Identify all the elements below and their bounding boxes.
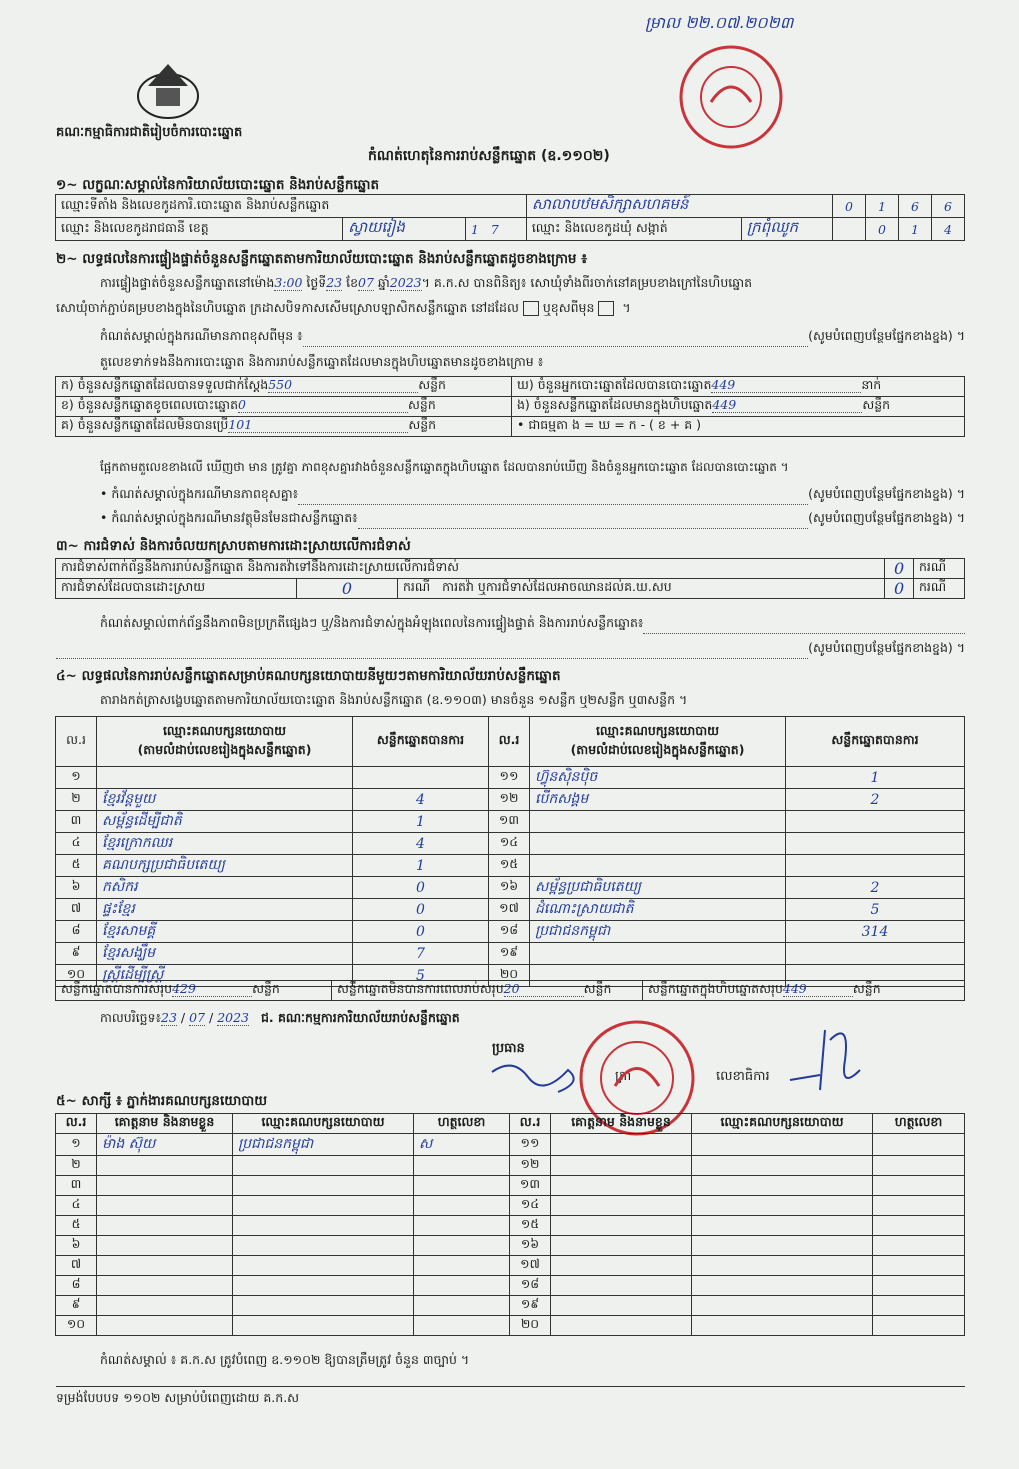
table-row (56, 855, 965, 877)
table-row (56, 789, 965, 811)
party-votes: 1 (786, 767, 965, 789)
witness-party (233, 1156, 414, 1176)
col-no: ល.រ (489, 717, 530, 767)
party-votes: 0 (353, 877, 489, 899)
witness-name (97, 1236, 233, 1256)
party-votes: 0 (353, 899, 489, 921)
table-row (56, 1196, 965, 1216)
objections-label: ការជំទាស់ពាក់ព័ន្ធនឹងការរាប់សន្លឹកឆ្នោត និងការតវ៉ាទៅនឹងការដោះស្រាយលើការជំទាស់ (56, 559, 885, 579)
row-number: ៣ (56, 1176, 97, 1196)
row-number: ៨ (56, 1276, 97, 1296)
row-number: ១៤ (510, 1196, 551, 1216)
table-row (56, 921, 965, 943)
footer-divider (56, 1386, 965, 1387)
province-label: ឈ្មោះ និងលេខកូដរាជធានី ខេត្ត (56, 218, 343, 241)
date-day: 23 (161, 1010, 177, 1025)
witness-name (551, 1236, 692, 1256)
witness-name (551, 1256, 692, 1276)
row-number: ១៩ (489, 943, 530, 965)
witness-name (97, 1316, 233, 1336)
witness-signature (873, 1196, 965, 1216)
province-value: ស្វាយរៀង (343, 218, 466, 241)
row-number: ៩ (56, 943, 97, 965)
witness-party (692, 1156, 873, 1176)
section1-title: ១~ លក្ខណៈសម្គាល់នៃការិយាល័យបោះឆ្នោត និងរាប់សន្លឹកឆ្នោត (56, 177, 380, 193)
section5-title: ៥~ សាក្សី ៖ ភ្នាក់ងារគណបក្សនយោបាយ (56, 1093, 268, 1109)
witness-signature (873, 1156, 965, 1176)
party-votes: 314 (786, 921, 965, 943)
witness-signature (414, 1276, 510, 1296)
totals-table: សន្លឹកឆ្នោតបានការសរុប429 សន្លឹក សន្លឹកឆ្នោតមិនបានការពេលរាប់សរុប20 សន្លឹក សន្លឹកឆ្នោតក្នុងហិបឆ្នោតសរុប449 សន្លឹក (55, 980, 965, 1001)
witness-signature (873, 1316, 965, 1336)
party-name: គណបក្សប្រជាធិបតេយ្យ (97, 855, 353, 877)
row-number: ៨ (56, 921, 97, 943)
witness-name (97, 1176, 233, 1196)
witness-name (97, 1276, 233, 1296)
figures-lead: តួលេខទាក់ទងនឹងការបោះឆ្នោត និងការរាប់សន្លឹកឆ្នោតដែលមានក្នុងហិបឆ្នោតមានដូចខាងក្រោម ៖ (100, 354, 544, 369)
row-number: ១៥ (489, 855, 530, 877)
station-code-digit: 6 (899, 195, 932, 218)
witness-name (97, 1196, 233, 1216)
row-number: ១១ (510, 1134, 551, 1156)
col-no: ល.រ (56, 1114, 97, 1134)
row-number: ២ (56, 789, 97, 811)
witness-party (692, 1176, 873, 1196)
witness-party (233, 1276, 414, 1296)
row-number: ៦ (56, 877, 97, 899)
table-row (56, 1276, 965, 1296)
objections-count: 0 (885, 559, 914, 579)
commune-value: ក្រពុំឈូក (741, 218, 832, 241)
witness-signature (873, 1296, 965, 1316)
verification-line-2: សោឃុំចាក់ភ្ជាប់គម្របខាងក្នុងនៃហិបឆ្នោត ក្រដាសបិទកាសសើមស្រោបឡាសិកសន្លឹកឆ្នោត នៅដដែល ឬខុសពីមុន ។ (56, 300, 631, 315)
station-code-digit: 6 (932, 195, 965, 218)
table-row (56, 1316, 965, 1336)
verify-day: 23 (326, 275, 343, 290)
witness-signature (873, 1256, 965, 1276)
station-value: សាលាបឋមសិក្សាសហគមន៍ (526, 195, 832, 218)
party-name (530, 855, 786, 877)
col-name: គោត្តនាម និងនាមខ្លួន (551, 1114, 692, 1134)
province-code: 1 7 (465, 218, 526, 241)
section3-title: ៣~ ការជំទាស់ និងការចំលយកស្រាបតាមការដោះស្រាយលើការជំទាស់ (56, 538, 411, 554)
witness-signature (414, 1176, 510, 1196)
row-number: ៥ (56, 855, 97, 877)
witness-party (692, 1216, 873, 1236)
witness-signature (873, 1134, 965, 1156)
row-number: ៤ (56, 833, 97, 855)
witness-signature (414, 1216, 510, 1236)
witness-signature (873, 1236, 965, 1256)
col-no: ល.រ (56, 717, 97, 767)
bullet-difference: • កំណត់សម្គាល់ក្នុងករណីមានភាពខុសគ្នា៖ (សូមបំពេញបន្ថែមផ្នែកខាងខ្នង) ។ (100, 486, 965, 505)
party-name (530, 943, 786, 965)
national-emblem-icon (128, 56, 208, 122)
witness-party (233, 1196, 414, 1216)
table-row (56, 1296, 965, 1316)
party-votes: 5 (353, 965, 489, 987)
total-in-box: 449 (783, 981, 853, 997)
row-number: ១៨ (510, 1276, 551, 1296)
party-name (530, 811, 786, 833)
witness-name (97, 1296, 233, 1316)
figures-table (55, 376, 965, 437)
witness-party (692, 1296, 873, 1316)
results-table (55, 716, 965, 987)
party-votes: 4 (353, 833, 489, 855)
party-name (530, 833, 786, 855)
table-row (56, 1134, 965, 1156)
date-year: 2023 (217, 1010, 250, 1025)
row-number: ១២ (489, 789, 530, 811)
row-number: ២០ (489, 965, 530, 987)
party-name: សម្ព័ន្ធប្រជាធិបតេយ្យ (530, 877, 786, 899)
witness-signature (873, 1276, 965, 1296)
witness-name (97, 1256, 233, 1276)
party-votes: 2 (786, 877, 965, 899)
col-party: ឈ្មោះគណបក្សនយោបាយ (233, 1114, 414, 1134)
witness-party (233, 1296, 414, 1316)
station-label: ឈ្មោះទីតាំង និងលេខកូដការិ.បោះឆ្នោត និងរាប់សន្លឹកឆ្នោត (56, 195, 527, 218)
row-number: ១ (56, 1134, 97, 1156)
official-stamp-icon (676, 42, 786, 152)
date-line: កាលបរិច្ឆេទ៖23 / 07 / 2023 ជ. គណៈកម្មការការិយាល័យរាប់សន្លឹកឆ្នោត (100, 1010, 460, 1025)
witness-name (551, 1316, 692, 1336)
party-votes: 7 (353, 943, 489, 965)
summary-sheet-line: តារាងកត់ត្រាសង្ខេបឆ្នោតតាមការិយាល័យបោះឆ្នោត និងរាប់សន្លឹកឆ្នោត (ឧ.១១០៣) មានចំនួន ១សន្លឹក ឬ២សន្លឹក ឬ៣សន្លឹក ។ (100, 692, 688, 707)
col-votes: សន្លឹកឆ្នោតបានការ (786, 717, 965, 767)
figures-row-1: ខ) ចំនួនសន្លឹកឆ្នោតខូចពេលបោះឆ្នោត0 សន្លឹក ង) ចំនួនសន្លឹកឆ្នោតដែលមានក្នុងហិបឆ្នោត449 សន្លឹក (56, 397, 965, 417)
party-votes: 1 (353, 855, 489, 877)
party-votes (786, 811, 965, 833)
unused-ballots: 101 (228, 417, 408, 433)
table-row (56, 1236, 965, 1256)
row-number: ៩ (56, 1296, 97, 1316)
witness-party (692, 1316, 873, 1336)
row-number: ៧ (56, 1256, 97, 1276)
verification-line: ការផ្ទៀងផ្ទាត់ចំនួនសន្លឹកឆ្នោតនៅម៉ោង3:00 ថ្ងៃទី23 ខែ07 ឆ្នាំ2023។ គ.ក.ស បានពិនិត្យ៖ សោឃុំទាំងពីរចាក់នៅគម្របខាងក្រៅនៃហិបឆ្នោត (100, 275, 753, 290)
party-name: ហ៊្វុនស៊ិនប៉ិច (530, 767, 786, 789)
commune-code-digit: 4 (932, 218, 965, 241)
party-votes: 0 (353, 921, 489, 943)
party-votes: 1 (353, 811, 489, 833)
row-number: ១៦ (489, 877, 530, 899)
table-row (56, 767, 965, 789)
table-row (56, 1216, 965, 1236)
party-name: កសិករ (97, 877, 353, 899)
party-votes (786, 943, 965, 965)
witness-signature (873, 1176, 965, 1196)
party-name: ផ្ទះខ្មែរ (97, 899, 353, 921)
compare-text: ផ្អែកតាមតួលេខខាងលើ ឃើញថា មាន ត្រូវគ្នា ភាពខុសគ្នារវាងចំនួនសន្លឹកឆ្នោតក្នុងហិបឆ្នោត ដែលបានរាប់ឃើញ និងចំនួនអ្នកបោះឆ្នោត ដែលបានបោះឆ្នោត ។ (100, 460, 789, 474)
party-name: ប្រជាជនកម្ពុជា (530, 921, 786, 943)
witness-name (551, 1134, 692, 1156)
witness-name (551, 1296, 692, 1316)
resolved-count: 0 (297, 579, 398, 599)
row-number: ១០ (56, 1316, 97, 1336)
witness-party (692, 1256, 873, 1276)
witness-party (692, 1276, 873, 1296)
verify-time: 3:00 (274, 275, 303, 290)
witness-party (692, 1236, 873, 1256)
witness-signature: ស (414, 1134, 510, 1156)
row-number: ១២ (510, 1156, 551, 1176)
row-number: ៣ (56, 811, 97, 833)
commune-code-digit: 0 (866, 218, 899, 241)
witness-name (551, 1156, 692, 1176)
row-number: ១៨ (489, 921, 530, 943)
section2-title: ២~ លទ្ធផលនៃការផ្ទៀងផ្ទាត់ចំនួនសន្លឹកឆ្នោតតាមការិយាល័យបោះឆ្នោត និងរាប់សន្លឹកឆ្នោតដូចខាងក្រោម ៖ (56, 251, 588, 267)
witness-signature (414, 1296, 510, 1316)
witness-name: ម៉ាង ស៊ុយ (97, 1134, 233, 1156)
row-number: ១០ (56, 965, 97, 987)
chair-label: ប្រធាន (492, 1041, 525, 1056)
witness-name (551, 1176, 692, 1196)
resolved-label: ការជំទាស់ដែលបានដោះស្រាយ (56, 579, 297, 599)
witness-signature (414, 1196, 510, 1216)
verify-year: 2023 (389, 275, 422, 290)
witness-party (233, 1316, 414, 1336)
figures-row-2: គ) ចំនួនសន្លឹកឆ្នោតដែលមិនបានប្រើ101 សន្លឹក • ជាធម្មតា ង = ឃ = ក - ( ខ + គ ) (56, 417, 965, 437)
seal-label: ត្រា (615, 1069, 632, 1084)
witness-party (692, 1196, 873, 1216)
witness-party (233, 1176, 414, 1196)
row-number: ១៦ (510, 1236, 551, 1256)
party-name: ខ្មែរសាមគ្គី (97, 921, 353, 943)
figures-row-0: ក) ចំនួនសន្លឹកឆ្នោតដែលបានទទួលជាក់ស្តែង550 សន្លឹក ឃ) ចំនួនអ្នកបោះឆ្នោតដែលបានបោះឆ្នោត449 នាក់ (56, 377, 965, 397)
secretary-label: លេខាធិការ (716, 1069, 770, 1084)
table-row (56, 899, 965, 921)
party-votes (786, 833, 965, 855)
table-row (56, 811, 965, 833)
witness-signature (414, 1256, 510, 1276)
difference-note: កំណត់សម្គាល់ក្នុងករណីមានភាពខុសពីមុន ៖ (សូមបំពេញបន្ថែមផ្នែកខាងខ្នង) ។ (100, 328, 965, 347)
row-number: ១១ (489, 767, 530, 789)
witness-signature (414, 1156, 510, 1176)
witness-name (551, 1196, 692, 1216)
witness-party (233, 1256, 414, 1276)
station-code-digit: 1 (866, 195, 899, 218)
witness-table (55, 1113, 965, 1336)
bullet-foreign-objects: • កំណត់សម្គាល់ក្នុងករណីមានវត្ថុមិនមែនជាសន្លឹកឆ្នោត៖ (សូមបំពេញបន្ថែមផ្នែកខាងខ្នង) ។ (100, 510, 965, 529)
row-number: ៤ (56, 1196, 97, 1216)
committee-label: ជ. គណៈកម្មការការិយាល័យរាប់សន្លឹកឆ្នោត (260, 1010, 460, 1025)
row-number: ១៧ (489, 899, 530, 921)
station-code-digit: 0 (833, 195, 866, 218)
secretary-signature-icon (780, 1020, 900, 1100)
row-number: ១៣ (510, 1176, 551, 1196)
witness-party (233, 1236, 414, 1256)
witness-name (97, 1216, 233, 1236)
row-number: ១៥ (510, 1216, 551, 1236)
col-no: ល.រ (510, 1114, 551, 1134)
table-row (56, 833, 965, 855)
party-name (97, 767, 353, 789)
party-name: ខ្មែរវ័ន្តមួយ (97, 789, 353, 811)
row-number: ១៧ (510, 1256, 551, 1276)
footer-text: ទម្រង់បែបបទ ១១០២ សម្រាប់បំពេញដោយ គ.ក.ស (56, 1390, 300, 1405)
row-number: ២០ (510, 1316, 551, 1336)
witness-party (233, 1216, 414, 1236)
party-name: ខ្មែរក្រោកឈរ (97, 833, 353, 855)
voters-count: 449 (711, 377, 861, 393)
witness-name (551, 1216, 692, 1236)
section4-title: ៤~ លទ្ធផលនៃការរាប់សន្លឹកឆ្នោតសម្រាប់គណបក្សនយោបាយនីមួយៗតាមការិយាល័យរាប់សន្លឹកឆ្នោត (56, 668, 561, 684)
party-votes (353, 767, 489, 789)
party-name: បើកសង្គម (530, 789, 786, 811)
row-number: ៦ (56, 1236, 97, 1256)
escalated-count: 0 (885, 579, 914, 599)
row-number: ១៩ (510, 1296, 551, 1316)
table-row (56, 1156, 965, 1176)
row-number: ១ (56, 767, 97, 789)
irregularities-note: កំណត់សម្គាល់ពាក់ព័ន្ធនឹងភាពមិនប្រក្រតីផ្សេងៗ ឬ/និងការជំទាស់ក្នុងអំឡុងពេលនៃការផ្ទៀងផ្ទាត់ និងការរាប់សន្លឹកឆ្នោត៖ (100, 615, 965, 634)
party-name: ដំណោះស្រាយជាតិ (530, 899, 786, 921)
witness-signature (414, 1316, 510, 1336)
date-month: 07 (189, 1010, 206, 1025)
row-number: ២ (56, 1156, 97, 1176)
col-votes: សន្លឹកឆ្នោតបានការ (353, 717, 489, 767)
witness-party (692, 1134, 873, 1156)
table-row (56, 943, 965, 965)
party-votes: 5 (786, 899, 965, 921)
table-row (56, 1256, 965, 1276)
spoiled-ballots: 0 (238, 397, 408, 413)
footnote: កំណត់សម្គាល់ ៖ គ.ក.ស ត្រូវបំពេញ ឧ.១១០២ ឱ្យបានត្រឹមត្រូវ ចំនួន ៣ច្បាប់ ។ (100, 1352, 470, 1367)
page-title: កំណត់ហេតុនៃការរាប់សន្លឹកឆ្នោត (ឧ.១១០២) (368, 148, 610, 164)
col-sign: ហត្ថលេខា (414, 1114, 510, 1134)
col-name: គោត្តនាម និងនាមខ្លួន (97, 1114, 233, 1134)
commune-label: ឈ្មោះ និងលេខកូដឃុំ សង្កាត់ (526, 218, 741, 241)
witness-name (97, 1156, 233, 1176)
party-name: ស្ត្រីដើម្បីស្ត្រី (97, 965, 353, 987)
col-party: ឈ្មោះគណបក្សនយោបាយ (តាមលំដាប់លេខរៀងក្នុងសន្លឹកឆ្នោត) (530, 717, 786, 767)
station-table (55, 194, 965, 241)
row-number: ៥ (56, 1216, 97, 1236)
row-number: ១៤ (489, 833, 530, 855)
col-sign: ហត្ថលេខា (873, 1114, 965, 1134)
ballots-in-box: 449 (712, 397, 862, 413)
total-valid: 429 (172, 981, 252, 997)
witness-signature (414, 1236, 510, 1256)
party-votes: 2 (786, 789, 965, 811)
received-ballots: 550 (268, 377, 418, 393)
objections-table: ការជំទាស់ពាក់ព័ន្ធនឹងការរាប់សន្លឹកឆ្នោត និងការតវ៉ាទៅនឹងការដោះស្រាយលើការជំទាស់ 0 ករណី ការជំទាស់ដែលបានដោះស្រាយ 0 ករណី ការតវ៉ា ឬការជំទាស់ដែលអាចឈានដល់គ.ឃ.សប 0 ករណី (55, 558, 965, 599)
party-votes (786, 855, 965, 877)
formula: • ជាធម្មតា ង = ឃ = ក - ( ខ + គ ) (512, 417, 965, 437)
witness-name (551, 1276, 692, 1296)
witness-signature (873, 1216, 965, 1236)
col-party: ឈ្មោះគណបក្សនយោបាយ (692, 1114, 873, 1134)
total-invalid: 20 (504, 981, 584, 997)
row-number: ១៣ (489, 811, 530, 833)
irregularities-hint: (សូមបំពេញបន្ថែមផ្នែកខាងខ្នង) ។ (56, 640, 965, 659)
unit-label: ករណី (914, 579, 965, 599)
table-row (56, 1176, 965, 1196)
unit-label: ករណី (914, 559, 965, 579)
commune-code-digit: 1 (899, 218, 932, 241)
witness-party: ប្រជាជនកម្ពុជា (233, 1134, 414, 1156)
party-votes: 4 (353, 789, 489, 811)
changed-checkbox[interactable] (598, 301, 614, 316)
org-name: គណៈកម្មាធិការជាតិរៀបចំការបោះឆ្នោត (56, 125, 243, 140)
stamp-handwriting: ម្រាល ២២.០៧.២០២៣ (645, 13, 794, 32)
party-name: ខ្មែរសង្ឃឹម (97, 943, 353, 965)
row-number: ៧ (56, 899, 97, 921)
party-name: សម្ព័ន្ធដើម្បីជាតិ (97, 811, 353, 833)
same-checkbox[interactable] (523, 301, 539, 316)
col-party: ឈ្មោះគណបក្សនយោបាយ (តាមលំដាប់លេខរៀងក្នុងសន្លឹកឆ្នោត) (97, 717, 353, 767)
table-row (56, 877, 965, 899)
verify-month: 07 (358, 275, 374, 290)
